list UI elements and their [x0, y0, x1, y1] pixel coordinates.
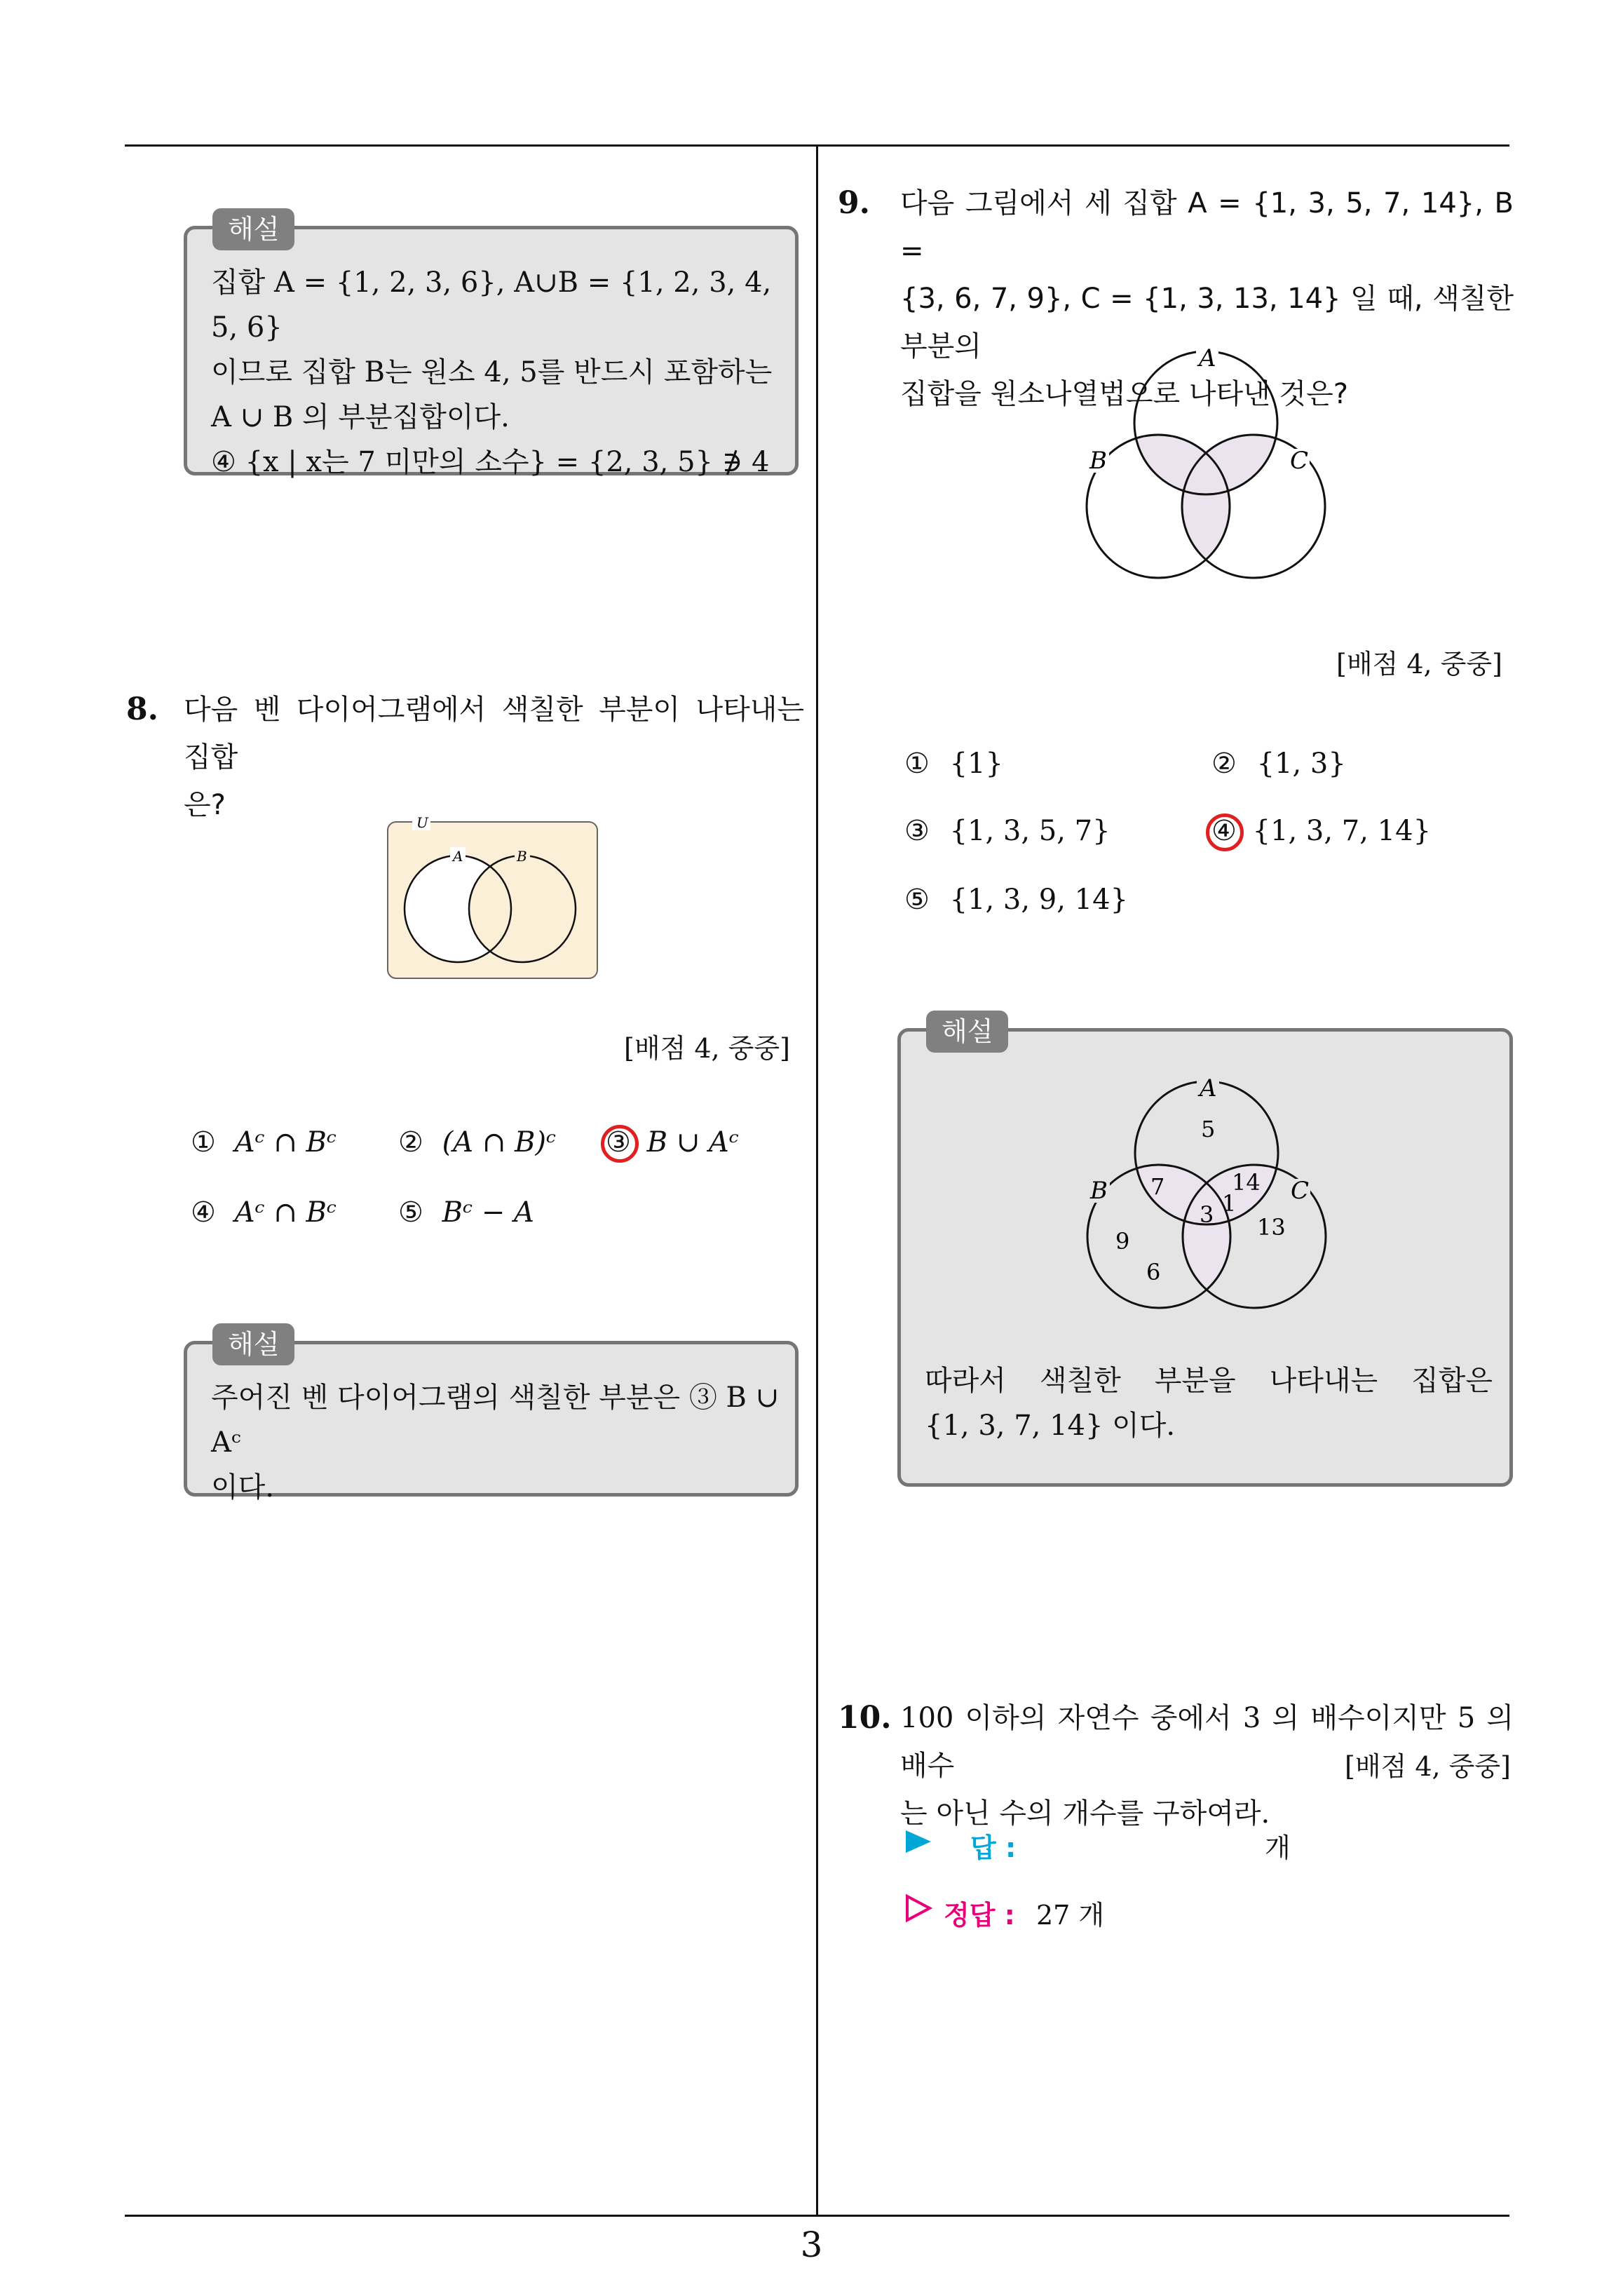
q8-option-2-text: (A ∩ B)ᶜ — [442, 1126, 557, 1159]
q8-label-a: A — [453, 848, 463, 865]
q8-option-2-num: ② — [398, 1126, 423, 1159]
q9-sol-region-a-c: 14 — [1232, 1169, 1261, 1196]
answer-label: 답 : — [970, 1832, 1017, 1863]
correct-answer-label: 정답 : — [944, 1900, 1015, 1931]
answer-arrow-icon — [904, 1828, 932, 1856]
q8-solution-line: 이다. — [211, 1471, 274, 1504]
q9-venn-figure — [1073, 344, 1339, 603]
q9-option-5-text: {1, 3, 9, 14} — [949, 884, 1129, 916]
q9-option-1[interactable] — [904, 748, 1003, 780]
q7-solution-line: ④ {x | x는 7 미만의 소수} = {2, 3, 5} ∌ 4 — [211, 446, 770, 478]
q9-label-b: B — [1089, 447, 1107, 475]
q10-question-line: 100 이하의 자연수 중에서 3 의 배수이지만 5 의 배수 — [900, 1702, 1514, 1782]
q9-option-4-num: ④ — [1211, 815, 1237, 847]
q8-option-5[interactable] — [398, 1196, 534, 1229]
q8-question-line: 은? — [184, 789, 226, 821]
q9-option-2-num: ② — [1211, 748, 1237, 780]
q8-solution-tag: 해설 — [212, 1323, 294, 1365]
q9-option-3[interactable] — [904, 815, 1111, 847]
q7-solution-text — [211, 260, 786, 485]
q9-number: 9. — [838, 185, 870, 221]
q9-score: [배점 4, 중중] — [1336, 649, 1502, 680]
q9-option-1-text: {1} — [949, 748, 1003, 780]
q8-option-3-text: B ∪ Aᶜ — [646, 1126, 739, 1159]
q8-option-1-num: ① — [191, 1126, 216, 1159]
q9-sol-region-a-b-c: 3 — [1200, 1201, 1214, 1228]
q8-option-3[interactable] — [606, 1126, 739, 1159]
q9-solution-line: {1, 3, 7, 14} 이다. — [925, 1410, 1176, 1442]
q9-option-2[interactable] — [1211, 748, 1346, 780]
q9-option-4-text: {1, 3, 7, 14} — [1252, 815, 1432, 847]
q9-sol-region-a-b: 7 — [1150, 1173, 1165, 1200]
q9-option-1-num: ① — [904, 748, 930, 780]
q8-option-1[interactable] — [191, 1126, 337, 1159]
q8-option-4-text: Aᶜ ∩ Bᶜ — [234, 1196, 337, 1229]
q8-number: 8. — [126, 691, 158, 727]
q9-sol-label-a: A — [1200, 1074, 1217, 1102]
q8-option-3-num: ③ — [606, 1126, 631, 1159]
q9-sol-region-c-only: 13 — [1257, 1214, 1286, 1241]
q7-solution-line: 집합 A = {1, 2, 3, 6}, A∪B = {1, 2, 3, 4, 5, 6} — [211, 266, 772, 344]
q9-label-a: A — [1199, 344, 1216, 372]
q9-solution-text — [925, 1358, 1493, 1448]
answer-unit: 개 — [1265, 1832, 1291, 1863]
correct-answer-arrow-icon — [904, 1893, 932, 1923]
q9-question-line: 집합을 원소나열법으로 나타낸 것은? — [900, 378, 1348, 410]
q7-solution-box — [184, 214, 799, 478]
q8-question-line: 다음 벤 다이어그램에서 색칠한 부분이 나타내는 집합 — [184, 694, 804, 774]
q9-sol-region-a-only: 5 — [1201, 1116, 1216, 1142]
page-number: 3 — [800, 2224, 823, 2265]
q8-option-4-num: ④ — [191, 1196, 216, 1229]
q10-question-line: 는 아닌 수의 개수를 구하여라. — [900, 1797, 1270, 1830]
q8-question — [184, 686, 804, 829]
q7-solution-line: A ∪ B 의 부분집합이다. — [211, 401, 510, 433]
q8-option-5-text: Bᶜ − A — [442, 1196, 534, 1229]
bottom-rule — [125, 2215, 1509, 2217]
q9-sol-region-c-center: 1 — [1222, 1190, 1237, 1217]
column-divider — [816, 146, 818, 2216]
q9-option-3-text: {1, 3, 5, 7} — [949, 815, 1111, 847]
q8-option-2[interactable] — [398, 1126, 556, 1159]
q9-option-3-num: ③ — [904, 815, 930, 847]
q9-solution-tag: 해설 — [926, 1011, 1008, 1053]
q9-question-line: 다음 그림에서 세 집합 A = {1, 3, 5, 7, 14}, B = — [900, 187, 1514, 267]
q7-solution-line: 이므로 집합 B는 원소 4, 5를 반드시 포함하는 — [211, 356, 773, 389]
q8-solution-line: 주어진 벤 다이어그램의 색칠한 부분은 ③ B ∪ Aᶜ — [211, 1382, 780, 1459]
q9-sol-region-b-only-1: 9 — [1115, 1228, 1130, 1255]
q8-label-b: B — [517, 848, 527, 865]
q9-solution-box — [897, 1016, 1513, 1487]
q10-number: 10. — [838, 1700, 892, 1736]
q9-label-c: C — [1290, 447, 1309, 475]
q9-option-4[interactable] — [1211, 815, 1431, 847]
q9-solution-venn — [1073, 1074, 1340, 1333]
q9-sol-label-c: C — [1291, 1177, 1310, 1205]
q9-option-5[interactable] — [904, 884, 1128, 916]
q9-sol-region-b-only-2: 6 — [1146, 1259, 1161, 1285]
q8-score: [배점 4, 중중] — [624, 1033, 790, 1064]
q8-option-1-text: Aᶜ ∩ Bᶜ — [234, 1126, 337, 1159]
correct-answer-value: 27 개 — [1036, 1900, 1105, 1931]
q8-solution-box — [184, 1329, 799, 1504]
q9-option-2-text: {1, 3} — [1256, 748, 1346, 780]
q9-question-line: {3, 6, 7, 9}, C = {1, 3, 13, 14} 일 때, 색칠한 부분의 — [900, 283, 1514, 363]
q10-score: [배점 4, 중중] — [1345, 1751, 1511, 1782]
q8-solution-text — [211, 1375, 786, 1510]
q8-option-5-num: ⑤ — [398, 1196, 423, 1229]
q8-label-u: U — [416, 814, 428, 831]
q8-venn-figure — [386, 813, 603, 982]
q9-option-5-num: ⑤ — [904, 884, 930, 916]
q7-solution-tag: 해설 — [212, 208, 294, 250]
q9-solution-line: 따라서 색칠한 부분을 나타내는 집합은 — [925, 1365, 1493, 1397]
q8-option-4[interactable] — [191, 1196, 337, 1229]
q9-sol-label-b: B — [1090, 1177, 1108, 1205]
